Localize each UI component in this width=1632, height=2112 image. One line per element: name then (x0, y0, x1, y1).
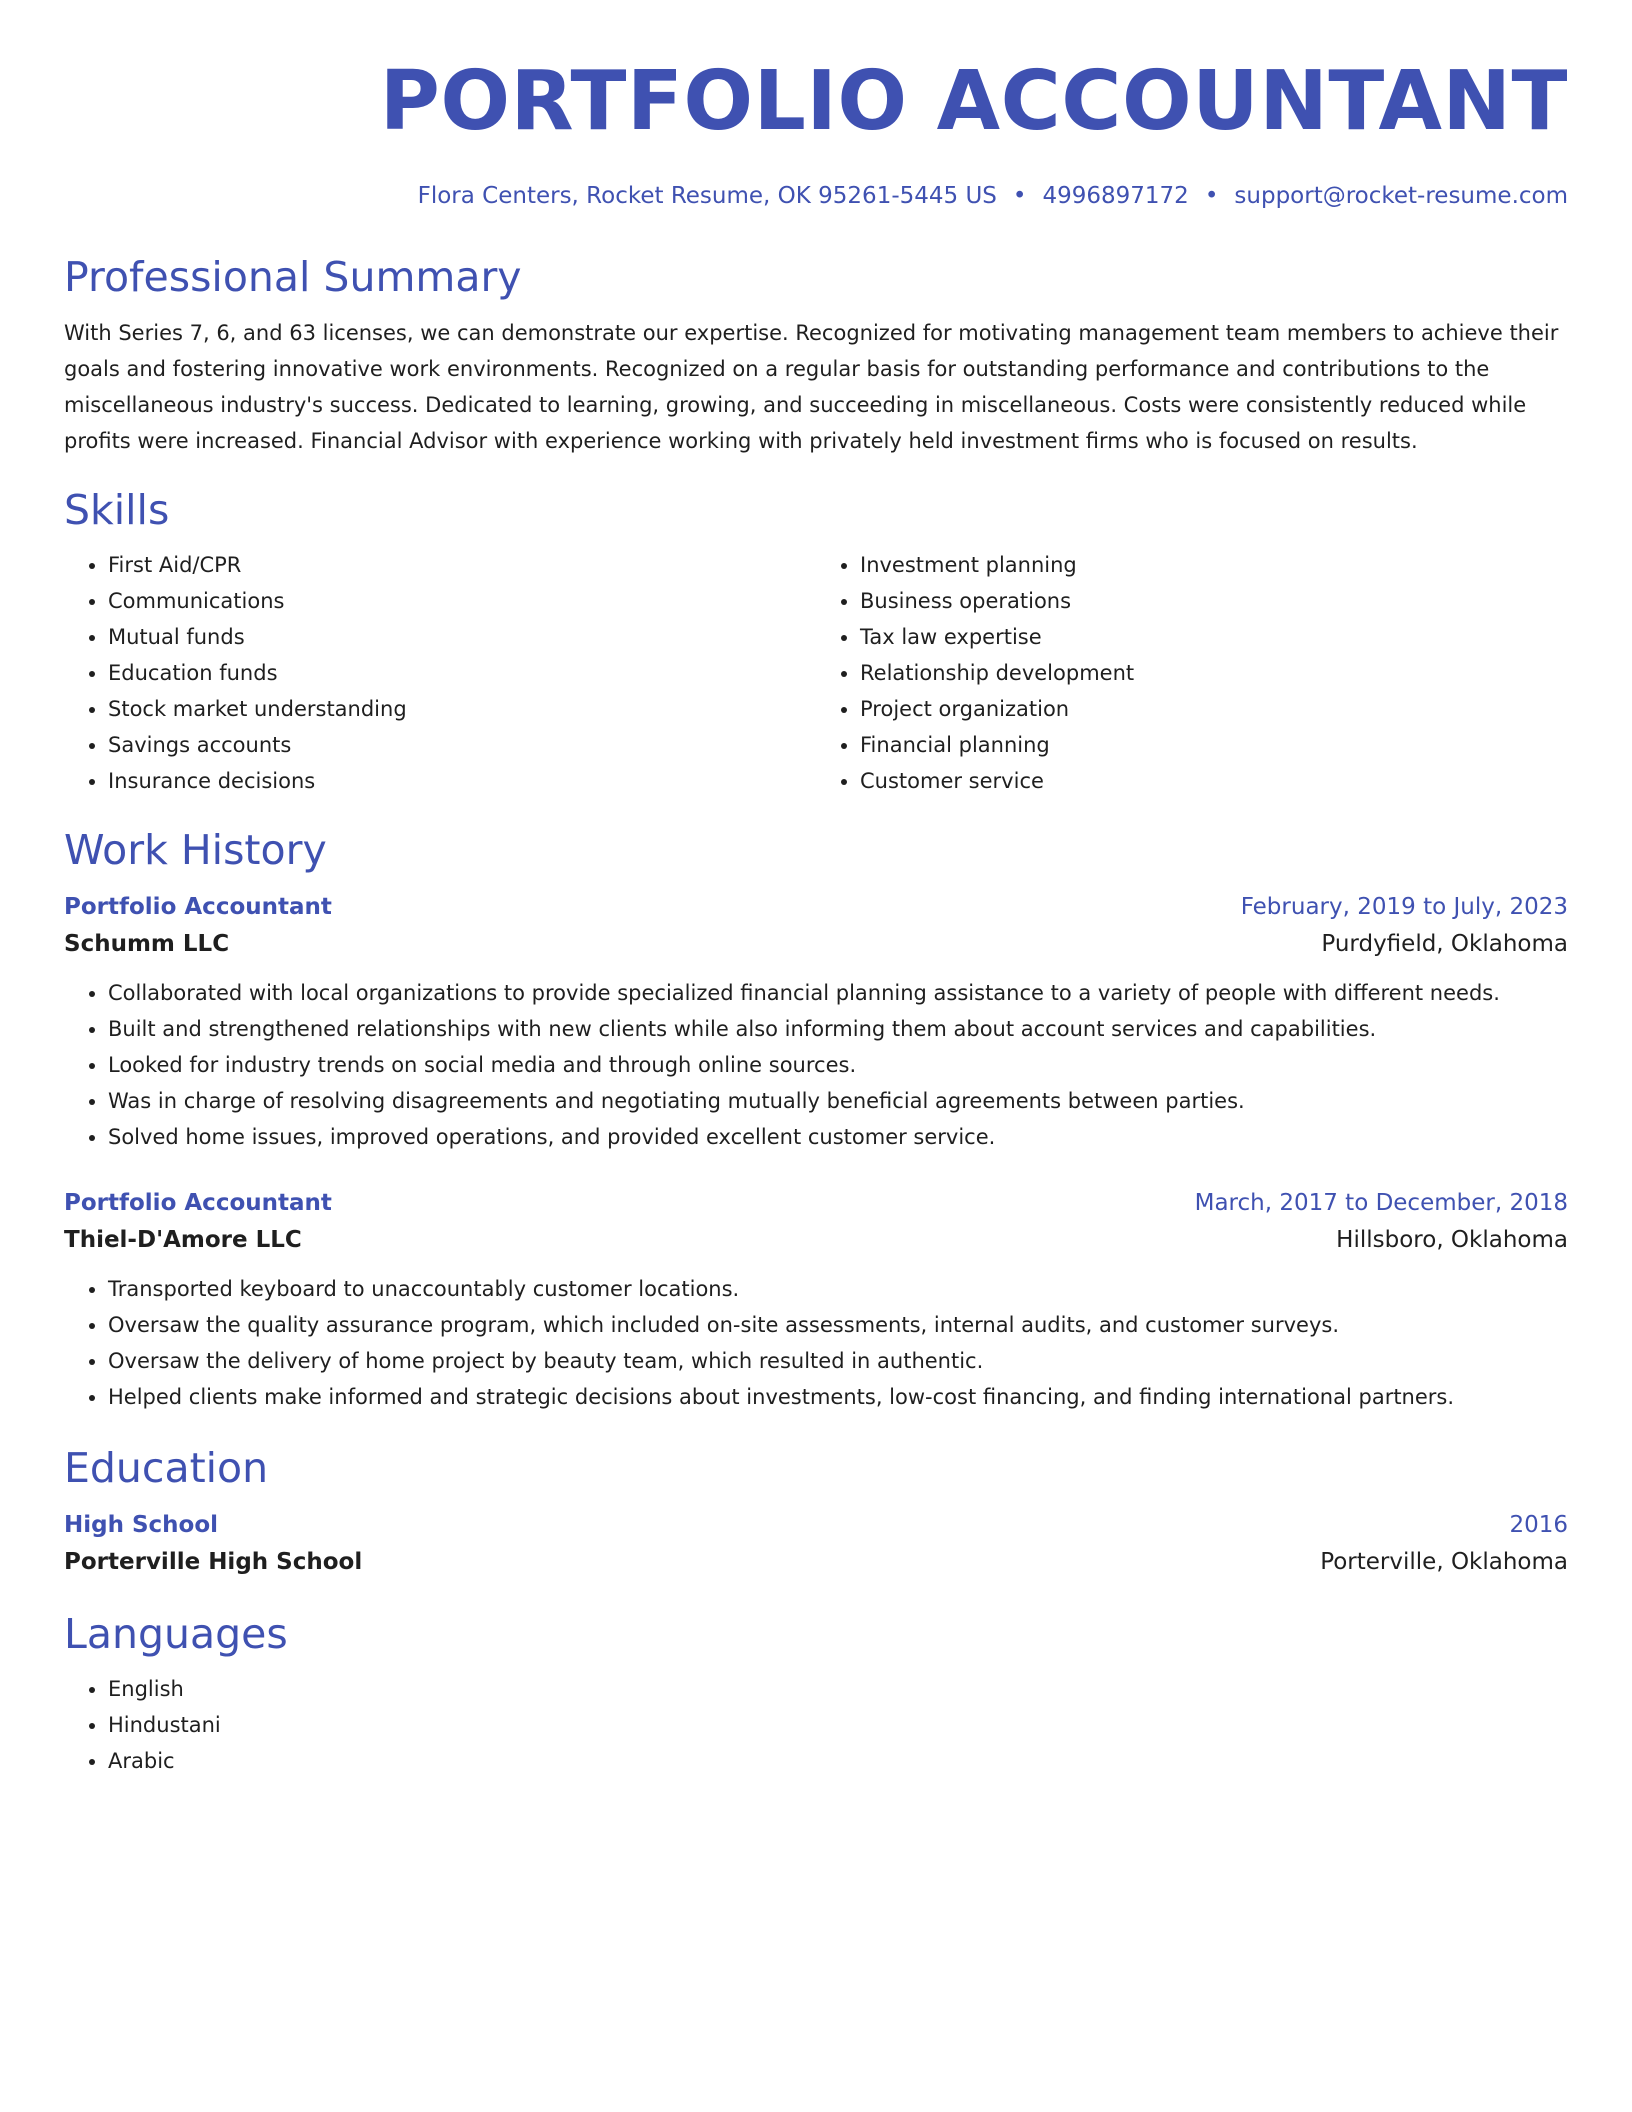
job-company-row (64, 925, 1568, 963)
education-location: Porterville, Oklahoma (1320, 1549, 1568, 1575)
contact-address: Flora Centers, Rocket Resume, OK 95261-5445 US (417, 183, 997, 209)
job-title-row (64, 1185, 1568, 1221)
resume-header (64, 52, 1568, 212)
education-entry (64, 1507, 1568, 1581)
skills-heading: Skills (64, 486, 170, 534)
language-item: • Hindustani (108, 1707, 1568, 1743)
job-bullets (64, 975, 1568, 1155)
job-title-row (64, 889, 1568, 925)
job-dates: March, 2017 to December, 2018 (1194, 1190, 1568, 1216)
job-bullet: • Helped clients make informed and strategic decisions about investments, low-cost financing, and finding international partners. (108, 1379, 1568, 1415)
skills-section (64, 485, 1568, 799)
job-bullet: • Oversaw the delivery of home project by beauty team, which resulted in authentic. (108, 1343, 1568, 1379)
skill-item: • Mutual funds (108, 619, 816, 655)
job-company: Thiel-D'Amore LLC (64, 1227, 302, 1253)
job-bullet: • Transported keyboard to unaccountably customer locations. (108, 1271, 1568, 1307)
job-location: Purdyfield, Oklahoma (1321, 931, 1568, 957)
skill-item: • Financial planning (860, 727, 1568, 763)
languages-section (64, 1609, 1568, 1779)
work-history-heading: Work History (64, 826, 327, 874)
skills-grid (64, 547, 1568, 799)
job-location: Hillsboro, Oklahoma (1336, 1227, 1568, 1253)
education-degree: High School (64, 1512, 219, 1538)
skill-item: • Insurance decisions (108, 763, 816, 799)
language-item: • English (108, 1671, 1568, 1707)
job-title: Portfolio Accountant (64, 1190, 332, 1216)
summary-section (64, 252, 1568, 459)
contact-email: support@rocket-resume.com (1234, 183, 1568, 209)
job-bullet: • Was in charge of resolving disagreements and negotiating mutually beneficial agreements between parties. (108, 1083, 1568, 1119)
skill-item: • Education funds (108, 655, 816, 691)
skill-item: • Stock market understanding (108, 691, 816, 727)
resume-name: PORTFOLIO ACCOUNTANT (379, 54, 1568, 149)
education-heading: Education (64, 1444, 269, 1492)
skill-item: • Customer service (860, 763, 1568, 799)
job-company-row (64, 1221, 1568, 1259)
contact-separator: • (1204, 183, 1219, 209)
work-history-section (64, 825, 1568, 1415)
job-dates: February, 2019 to July, 2023 (1240, 894, 1568, 920)
skills-list-left (64, 547, 816, 799)
skill-item: • First Aid/CPR (108, 547, 816, 583)
skill-item: • Tax law expertise (860, 619, 1568, 655)
contact-line (64, 180, 1568, 212)
languages-list (64, 1671, 1568, 1779)
skill-item: • Investment planning (860, 547, 1568, 583)
skill-item: • Business operations (860, 583, 1568, 619)
job-bullet: • Oversaw the quality assurance program, which included on-site assessments, internal audits, and customer surveys. (108, 1307, 1568, 1343)
skill-item: • Communications (108, 583, 816, 619)
job-bullets (64, 1271, 1568, 1415)
language-item: • Arabic (108, 1743, 1568, 1779)
skills-list-right (816, 547, 1568, 799)
education-year: 2016 (1509, 1512, 1568, 1538)
education-section (64, 1443, 1568, 1581)
education-degree-row (64, 1507, 1568, 1543)
job-bullet: • Looked for industry trends on social media and through online sources. (108, 1047, 1568, 1083)
job-entry (64, 1185, 1568, 1415)
skill-item: • Project organization (860, 691, 1568, 727)
contact-phone: 4996897172 (1042, 183, 1189, 209)
job-bullet: • Built and strengthened relationships with new clients while also informing them about account services and capabilities. (108, 1011, 1568, 1047)
job-entry (64, 889, 1568, 1155)
job-bullet: • Solved home issues, improved operations, and provided excellent customer service. (108, 1119, 1568, 1155)
summary-text: With Series 7, 6, and 63 licenses, we can demonstrate our expertise. Recognized for motivating management team members to achieve their goals and fostering innovative work environments. Recognized on a regular basis for outstanding performance and contributions to the miscellaneous industry's success. Dedicated to learning, growing, and succeeding in miscellaneous. Costs were consistently reduced while profits were increased. Financial Advisor with experience working with privately held investment firms who is focused on results. (64, 321, 1559, 453)
contact-separator: • (1012, 183, 1027, 209)
education-school: Porterville High School (64, 1549, 363, 1575)
skill-item: • Savings accounts (108, 727, 816, 763)
summary-heading: Professional Summary (64, 253, 522, 301)
languages-heading: Languages (64, 1610, 288, 1658)
job-title: Portfolio Accountant (64, 894, 332, 920)
job-company: Schumm LLC (64, 931, 230, 957)
skill-item: • Relationship development (860, 655, 1568, 691)
education-school-row (64, 1543, 1568, 1581)
job-bullet: • Collaborated with local organizations to provide specialized financial planning assistance to a variety of people with different needs. (108, 975, 1568, 1011)
